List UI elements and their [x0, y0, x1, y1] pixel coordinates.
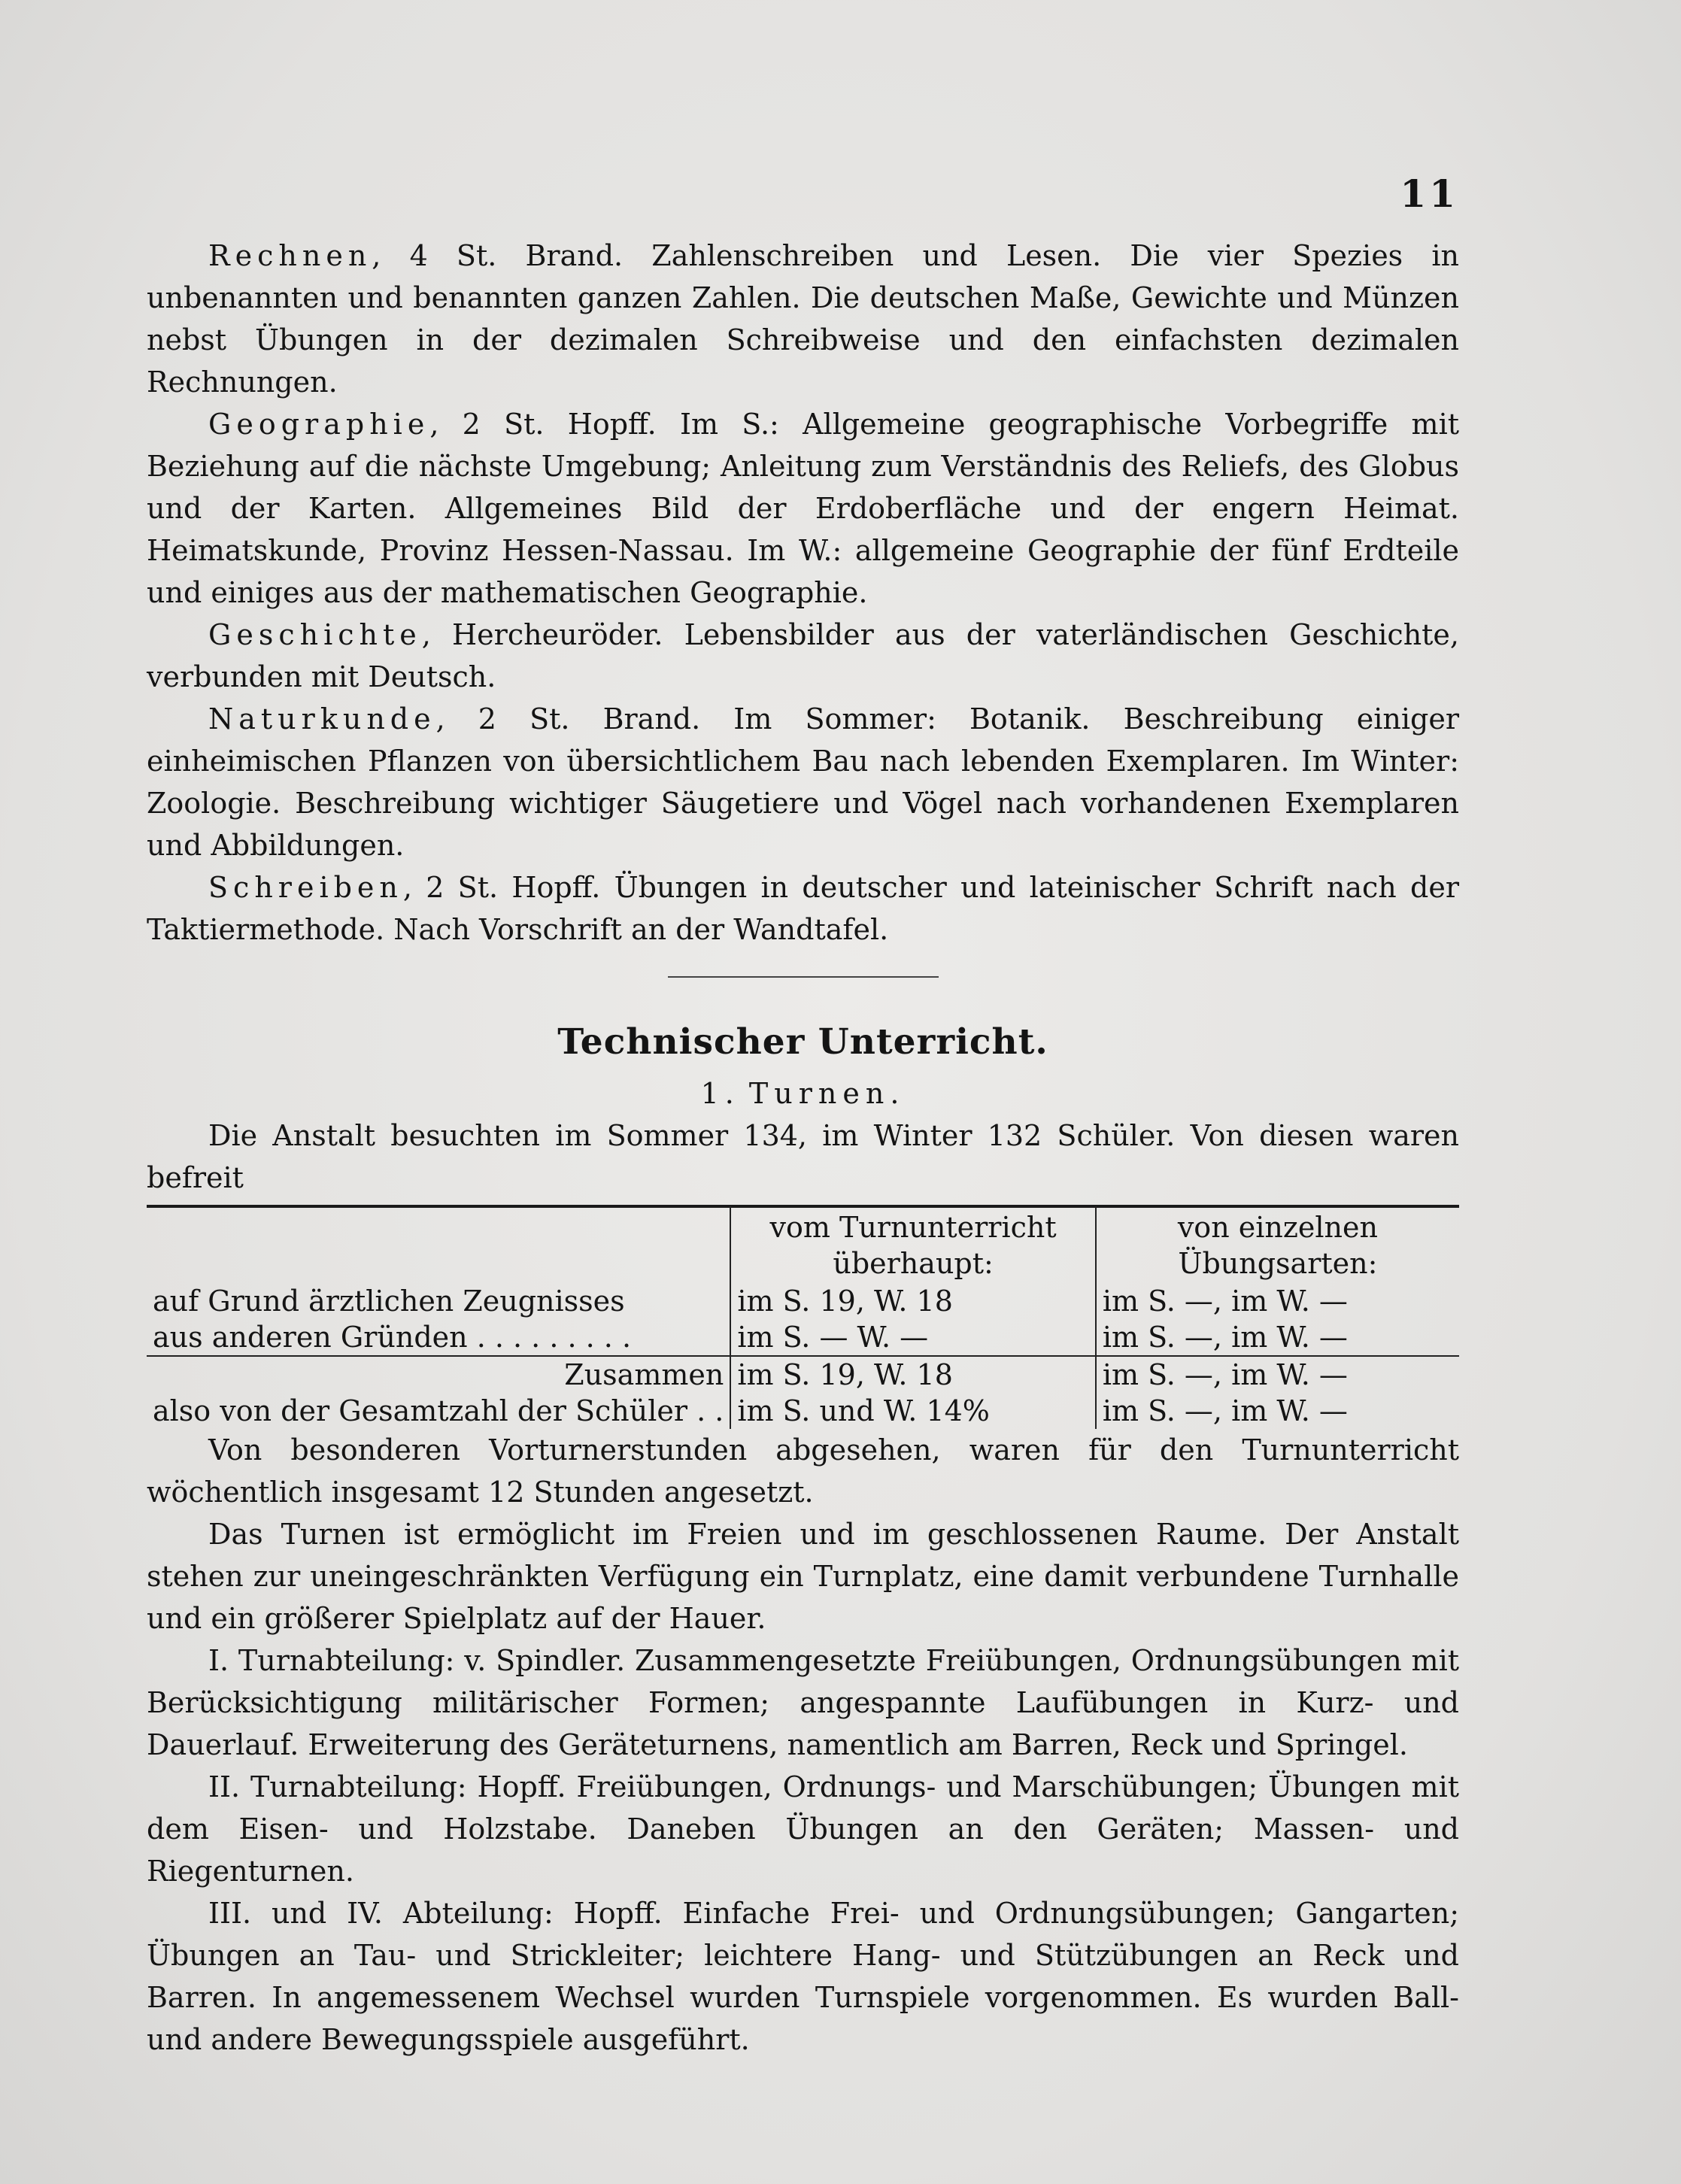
subheading [147, 1072, 1459, 1115]
paragraph-text: , Hercheuröder. Lebensbilder aus der vaterländischen Geschichte, verbunden mit Deutsch. [147, 618, 1459, 693]
table-header-overall: vom Turnunterricht überhaupt: [730, 1206, 1095, 1283]
row-label: aus anderen Gründen . . . . . . . . . [153, 1321, 632, 1354]
paragraph-abteilung-2: II. Turnabteilung: Hopff. Freiübungen, Ordnungs- und Marschübungen; Übungen mit dem Eisen- und Holzstabe. Daneben Übungen an den Geräten; Massen- und Riegenturnen. [147, 1770, 1459, 1888]
row-value-overall: im S. — W. — [730, 1319, 1095, 1356]
row-value-overall: im S. und W. 14% [730, 1393, 1095, 1429]
paragraph-vorturner: Von besonderen Vorturnerstunden abgesehen, waren für den Turnunterricht wöchentlich insgesamt 12 Stunden angesetzt. [147, 1433, 1459, 1509]
paragraph-schreiben [147, 866, 1459, 951]
table-row [147, 1283, 1459, 1319]
row-value-overall: im S. 19, W. 18 [730, 1283, 1095, 1319]
table-row-total [147, 1356, 1459, 1393]
paragraph-turnen-raum: Das Turnen ist ermöglicht im Freien und im geschlossenen Raume. Der Anstalt stehen zur uneingeschränkten Verfügung ein Turnplatz, eine damit verbundene Turnhalle und ein größerer Spielplatz auf der Hauer. [147, 1518, 1459, 1635]
exemption-table [147, 1205, 1459, 1429]
subject-lead: Schreiben [208, 871, 403, 904]
paragraph-abteilung-3-4: III. und IV. Abteilung: Hopff. Einfache Frei- und Ordnungsübungen; Gangarten; Übungen an Tau- und Strickleiter; leichtere Hang- und Stützübungen an Reck und Barren. In angemessenem Wechsel wurden Turnspiele vorgenommen. Es wurden Ball- und andere Bewegungsspiele ausgeführt. [147, 1897, 1459, 2056]
row-label: also von der Gesamtzahl der Schüler . . [153, 1394, 724, 1427]
paragraph-text: , 2 St. Hopff. Im S.: Allgemeine geographische Vorbegriffe mit Beziehung auf die nächste Umgebung; Anleitung zum Verständnis des Reliefs, des Globus und der Karten. Allgemeines Bild der Erdoberfläche und der engern Heimat. Heimatskunde, Provinz Hessen-Nassau. Im W.: allgemeine Geographie der fünf Erdteile und einiges aus der mathematischen Geographie. [147, 408, 1459, 609]
row-label: auf Grund ärztlichen Zeugnisses [153, 1285, 625, 1318]
section-divider [668, 976, 939, 978]
subheading-number: 1. [700, 1077, 740, 1110]
paragraph-geographie [147, 403, 1459, 614]
paragraph-text: , 2 St. Brand. Im Sommer: Botanik. Beschreibung einiger einheimischen Pflanzen von übersichtlichem Bau nach lebenden Exemplaren. Im Winter: Zoologie. Beschreibung wichtiger Säugetiere und Vögel nach vorhandenen Exemplaren und Abbildungen. [147, 702, 1459, 862]
paragraph-abteilung-1: I. Turnabteilung: v. Spindler. Zusammengesetzte Freiübungen, Ordnungsübungen mit Berücksichtigung militärischer Formen; angespannte Laufübungen in Kurz- und Dauerlauf. Erweiterung des Geräteturnens, namentlich am Barren, Reck und Springel. [147, 1644, 1459, 1761]
row-label-total: Zusammen [147, 1356, 730, 1393]
page-number: 11 [1400, 171, 1458, 216]
row-value-partial: im S. —, im W. — [1096, 1319, 1459, 1356]
page-body [147, 235, 1459, 2061]
table-row [147, 1393, 1459, 1429]
section-heading: Technischer Unterricht. [557, 1021, 1048, 1063]
row-value-partial: im S. —, im W. — [1096, 1393, 1459, 1429]
table-header-blank [147, 1206, 730, 1283]
subject-lead: Rechnen [208, 239, 372, 272]
paragraph-naturkunde [147, 698, 1459, 866]
subject-lead: Geographie [208, 408, 430, 441]
table-row [147, 1319, 1459, 1356]
subheading-title: Turnen. [748, 1077, 906, 1110]
paragraph-rechnen [147, 235, 1459, 403]
subject-lead: Naturkunde [208, 702, 436, 736]
table-header-partial: von einzelnen Übungsarten: [1096, 1206, 1459, 1283]
subject-lead: Geschichte [208, 618, 422, 651]
row-value-partial: im S. —, im W. — [1096, 1356, 1459, 1393]
row-value-overall: im S. 19, W. 18 [730, 1356, 1095, 1393]
paragraph-text: , 2 St. Hopff. Übungen in deutscher und lateinischer Schrift nach der Taktiermethode. Nach Vorschrift an der Wandtafel. [147, 871, 1459, 946]
row-value-partial: im S. —, im W. — [1096, 1283, 1459, 1319]
table-intro: Die Anstalt besuchten im Sommer 134, im Winter 132 Schüler. Von diesen waren befreit [147, 1119, 1459, 1194]
paragraph-geschichte [147, 614, 1459, 698]
paragraph-text: , 4 St. Brand. Zahlenschreiben und Lesen. Die vier Spezies in unbenannten und benannten ganzen Zahlen. Die deutschen Maße, Gewichte und Münzen nebst Übungen in der dezimalen Schreibweise und den einfachsten dezimalen Rechnungen. [147, 239, 1459, 399]
